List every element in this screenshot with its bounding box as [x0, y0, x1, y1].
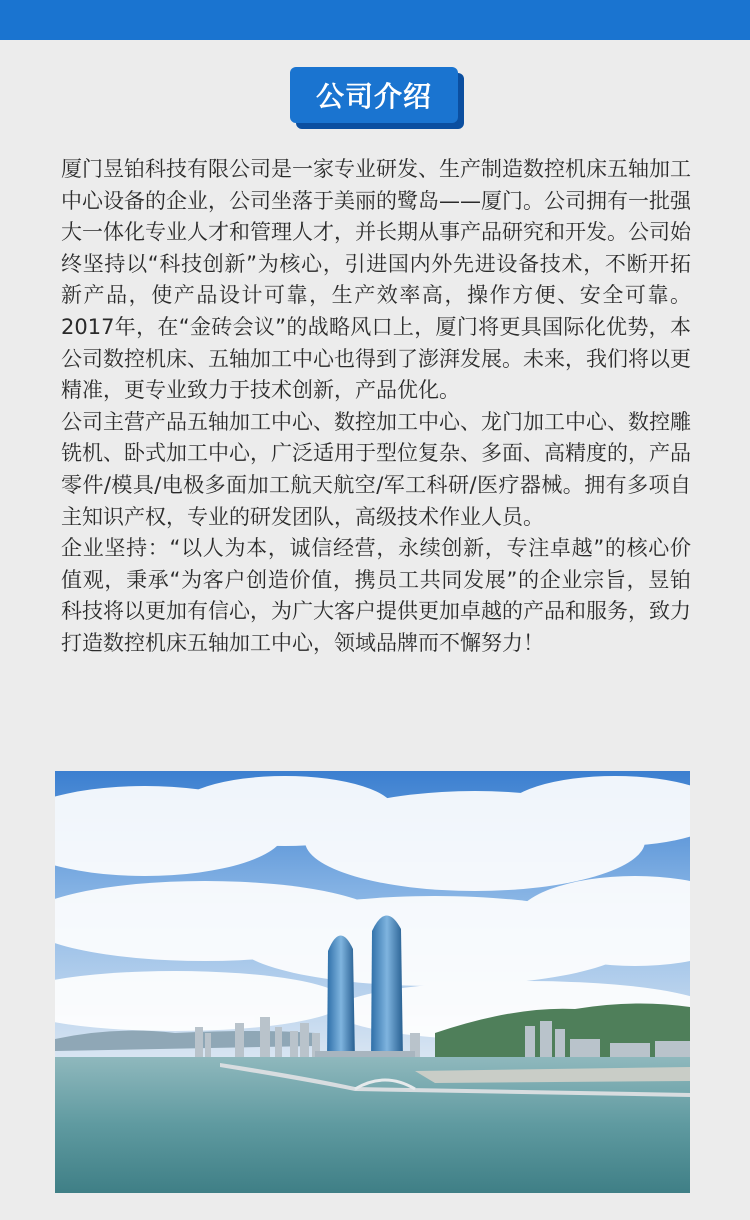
section-title: 公司介绍 — [290, 67, 458, 123]
section-title-badge — [290, 67, 464, 129]
top-banner-bar — [0, 0, 750, 40]
xiamen-city-photo — [55, 771, 690, 1193]
intro-paragraph-3: 企业坚持：“以人为本，诚信经营，永续创新，专注卓越”的核心价值观，秉承“为客户创造价值，携员工共同发展”的企业宗旨，昱铂科技将以更加有信心，为广大客户提供更加卓越的产品和服务，致力打造数控机床五轴加工中心，领域品牌而不懈努力！ — [61, 536, 691, 655]
intro-paragraph-2: 公司主营产品五轴加工中心、数控加工中心、龙门加工中心、数控雕铣机、卧式加工中心，广泛适用于型位复杂、多面、高精度的，产品零件/模具/电极多面加工航天航空/军工科研/医疗器械。拥有多项自主知识产权，专业的研发团队，高级技术作业人员。 — [61, 409, 691, 529]
intro-paragraph-1: 厦门昱铂科技有限公司是一家专业研发、生产制造数控机床五轴加工中心设备的企业，公司坐落于美丽的鹭岛——厦门。公司拥有一批强大一体化专业人才和管理人才，并长期从事产品研究和开发。公司始终坚持以“科技创新”为核心，引进国内外先进设备技术，不断开拓新产品，使产品设计可靠，生产效率高，操作方便、安全可靠。2017年，在“金砖会议”的战略风口上，厦门将更具国际化优势，本公司数控机床、五轴加工中心也得到了澎湃发展。未来，我们将以更精准，更专业致力于技术创新，产品优化。 — [61, 157, 691, 403]
company-intro-text — [61, 154, 691, 660]
